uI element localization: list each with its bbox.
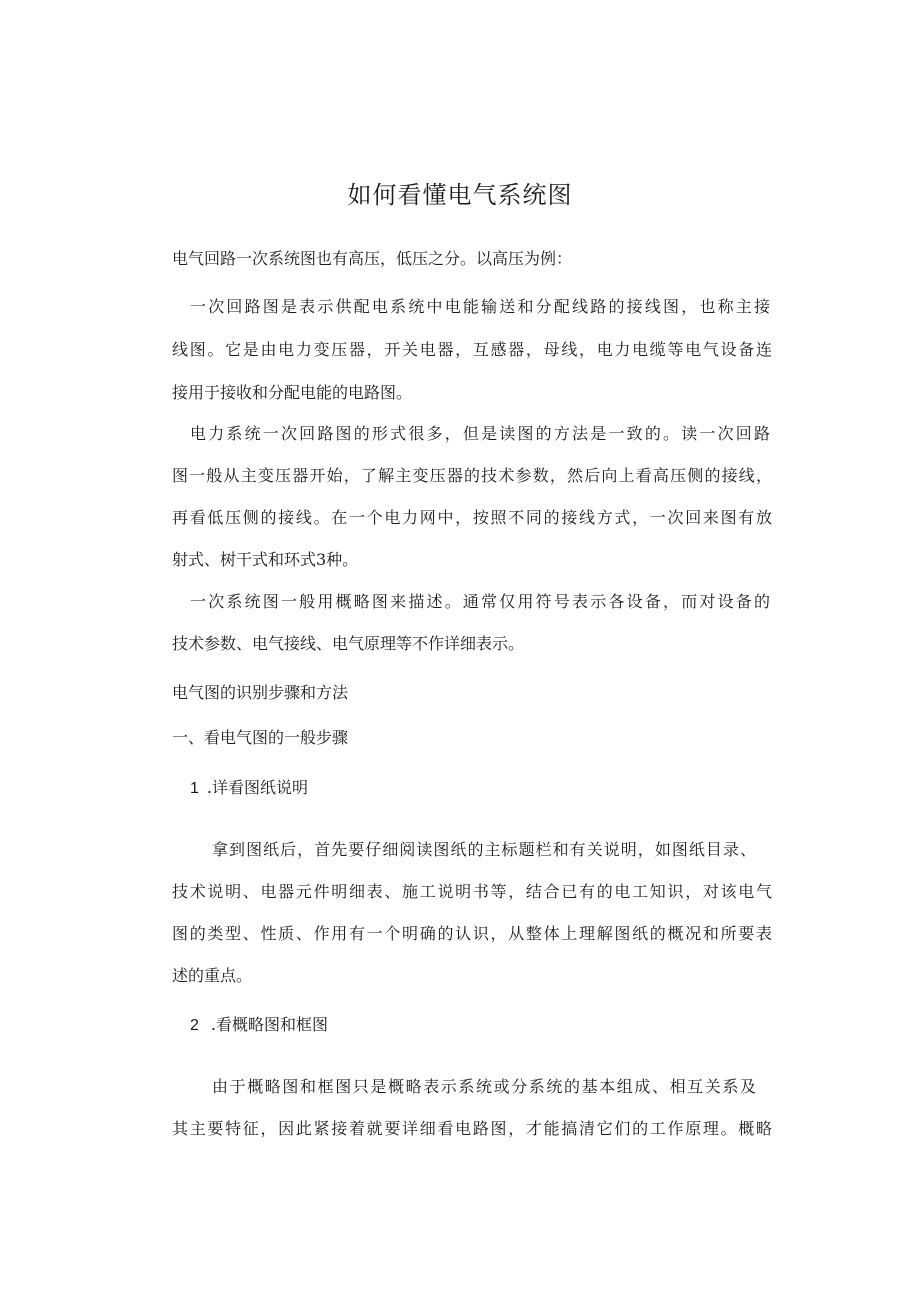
paragraph-2-line-2: 图一般从主变压器开始，了解主变压器的技术参数，然后向上看高压侧的接线， bbox=[172, 466, 772, 485]
step-1-number: 1 bbox=[190, 780, 199, 797]
paragraph-4-line-1: 拿到图纸后，首先要仔细阅读图纸的主标题栏和有关说明，如图纸目录、 bbox=[212, 840, 756, 859]
paragraph-1-line-3: 接用于接收和分配电能的电路图。 bbox=[172, 383, 413, 402]
section-heading: 电气图的识别步骤和方法 bbox=[172, 683, 349, 702]
paragraph-5-line-1: 由于概略图和框图只是概略表示系统或分系统的基本组成、相互关系及 bbox=[212, 1077, 756, 1096]
paragraph-4-line-2: 技术说明、电器元件明细表、施工说明书等，结合已有的电工知识，对该电气 bbox=[172, 882, 772, 901]
paragraph-5-line-2: 其主要特征，因此紧接着就要详细看电路图，才能搞清它们的工作原理。概略 bbox=[172, 1119, 772, 1138]
step-2-number: 2 bbox=[190, 1017, 199, 1034]
subsection-heading: 一、看电气图的一般步骤 bbox=[172, 728, 349, 747]
step-1-title: .详看图纸说明 bbox=[206, 778, 308, 797]
intro-line: 电气回路一次系统图也有高压，低压之分。以高压为例： bbox=[172, 249, 573, 268]
paragraph-4-line-4: 述的重点。 bbox=[172, 966, 253, 985]
paragraph-3-line-2: 技术参数、电气接线、电气原理等不作详细表示。 bbox=[172, 634, 525, 653]
document-title: 如何看懂电气系统图 bbox=[347, 181, 573, 209]
paragraph-1-line-2: 线图。它是由电力变压器，开关电器，互感器，母线，电力电缆等电气设备连 bbox=[172, 340, 772, 359]
paragraph-2-line-3: 再看低压侧的接线。在一个电力网中，按照不同的接线方式，一次回来图有放 bbox=[172, 508, 772, 527]
step-2-title: .看概略图和框图 bbox=[210, 1015, 328, 1034]
paragraph-3-line-1: 一次系统图一般用概略图来描述。通常仅用符号表示各设备，而对设备的 bbox=[190, 592, 770, 611]
paragraph-2-line-4: 射式、树干式和环式3种。 bbox=[172, 550, 359, 569]
paragraph-1-line-1: 一次回路图是表示供配电系统中电能输送和分配线路的接线图，也称主接 bbox=[190, 297, 770, 316]
step-1-heading bbox=[190, 776, 790, 801]
paragraph-2-line-1: 电力系统一次回路图的形式很多，但是读图的方法是一致的。读一次回路 bbox=[190, 424, 770, 443]
paragraph-4-line-3: 图的类型、性质、作用有一个明确的认识，从整体上理解图纸的概况和所要表 bbox=[172, 924, 772, 943]
step-2-heading bbox=[190, 1013, 790, 1038]
